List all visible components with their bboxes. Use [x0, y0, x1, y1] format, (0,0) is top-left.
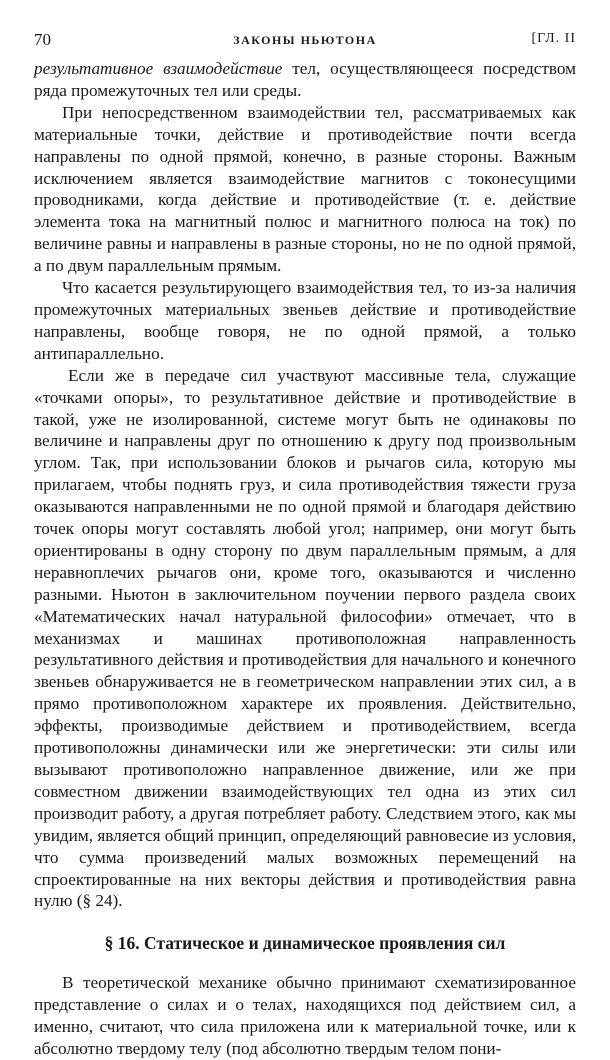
section-heading: § 16. Статическое и динамическое проявления сил — [104, 933, 506, 954]
paragraph-text: тел, осуществляющееся посредством ряда промежуточных тел или среды. — [34, 59, 576, 100]
italic-term: результативное взаимодействие — [34, 59, 283, 78]
paragraph: Если же в передаче сил участвуют массивные тела, служащие «точками опоры», то результативное действие и противодействие в такой, уже не изолированной, системе могут быть не одинаковы по величине и направлены друг по отношению к другу под произвольным углом. Так, при использовании блоков и рычагов сила, которую мы прилагаем, чтобы поднять груз, и сила противодействия тяжести груза оказываются направленными не по одной прямой и благодаря действию точек опоры могут составлять любой угол; например, они могут быть ориентированы в одну сторону по двум параллельным прямым, а для неравноплечих рычагов они, кроме того, оказываются и численно разными. Ньютон в заключительном поучении первого раздела своих «Математических начал натуральной философии» отмечает, что в механизмах и машинах противоположная направленность результативного действия и противодействия для начального и конечного звеньев обнаруживается не в геометрическом направлении этих сил, а в прямо противоположном характере их проявления. Действительно, эффекты, производимые действием и противодействием, всегда противоположны динамически или же энергетически: эти силы или вызывают противоположно направленное движение, или же при совместном движении взаимодействующих тел одна из этих сил производит работу, а другая потребляет работу. Следствием этого, как мы увидим, является общий принцип, определяющий равновесие из условия, что сумма произведений малых возможных перемещений на спроектированные на них векторы действия и противодействия равна нулю (§ 24). — [34, 365, 576, 911]
page-number: 70 — [34, 30, 51, 49]
paragraph: В теоретической механике обычно принимают схематизированное представление о силах и о телах, находящихся под действием сил, а именно, считают, что сила приложена или к материальной точке, или к абсолютно твердому телу (под абсолютно твердым телом пони- — [34, 973, 576, 1059]
page-body — [34, 58, 576, 1060]
page-header — [34, 30, 576, 58]
paragraph: При непосредственном взаимодействии тел, рассматриваемых как материальные точки, действие и противодействие почти всегда направлены по одной прямой, конечно, в разные стороны. Важным исключением является взаимодействие магнитов с токонесущими проводниками, когда действие и противодействие (т. е. действие элемента тока на магнитный полюс и магнитного полюса на ток) по величине равны и направлены в разные стороны, но не по одной прямой, а по двум параллельным прямым. — [34, 102, 576, 276]
chapter-label: [ГЛ. II — [531, 31, 576, 46]
paragraph-continuation — [34, 58, 576, 102]
book-page — [34, 30, 576, 1060]
paragraph: Что касается результирующего взаимодействия тел, то из-за наличия промежуточных материальных звеньев действие и противодействие направлены, вообще говоря, не по одной прямой, а только антипараллельно. — [34, 278, 576, 363]
running-title: ЗАКОНЫ НЬЮТОНА — [233, 33, 377, 47]
